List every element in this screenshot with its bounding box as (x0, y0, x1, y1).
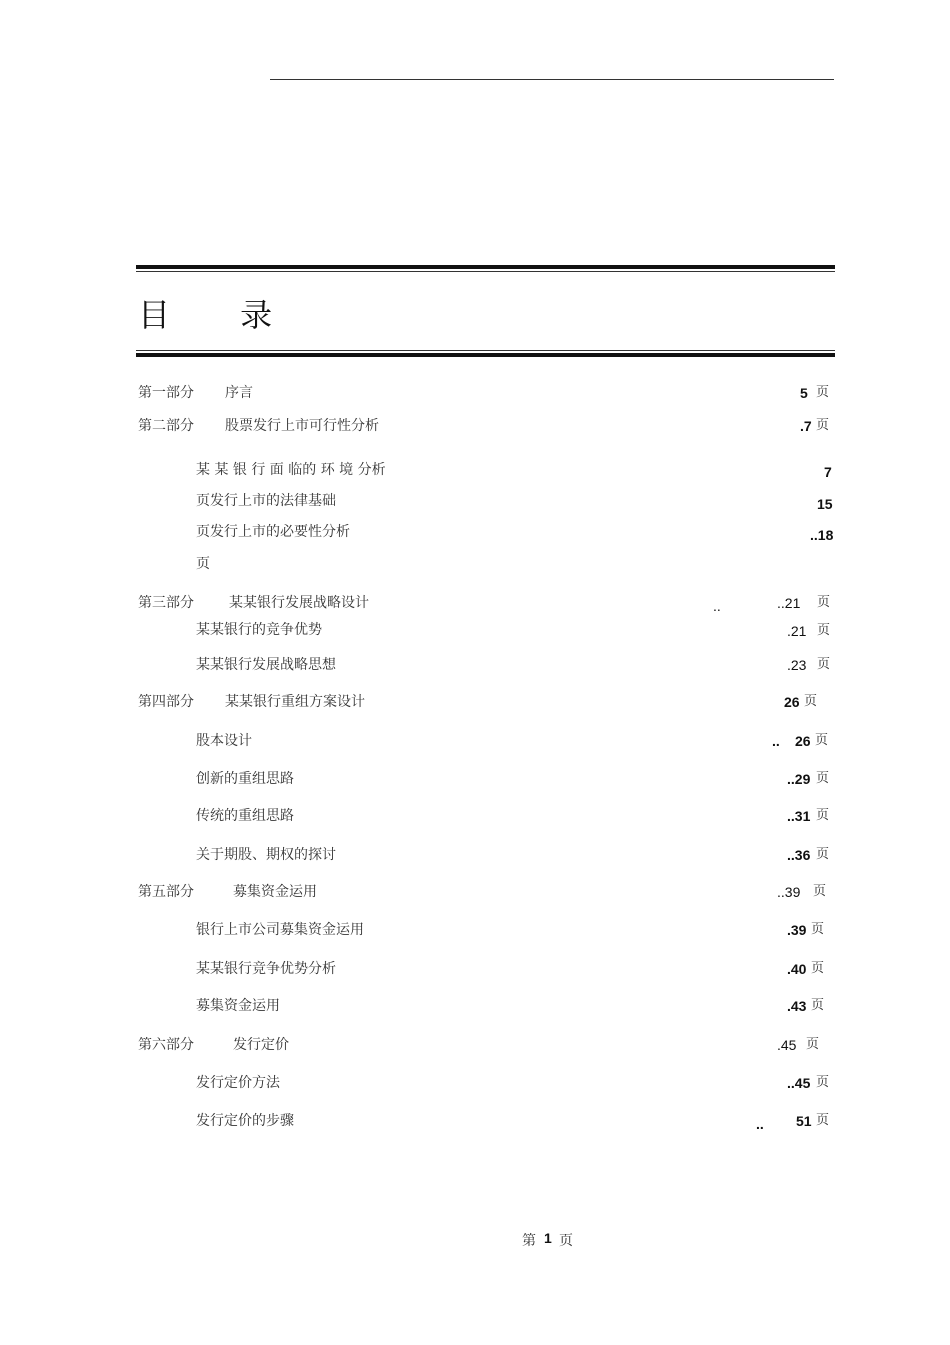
page-unit: 页 (816, 1075, 830, 1090)
page-number: 51 (796, 1113, 812, 1129)
page-number: ..29 (787, 771, 811, 787)
toc-entry[interactable] (0, 692, 950, 712)
page-unit: 页 (804, 694, 818, 709)
part-label: 第五部分 (138, 884, 194, 900)
toc-entry[interactable] (0, 731, 950, 751)
page-number: .23 (787, 657, 807, 673)
entry-label: 关于期股、期权的探讨 (196, 847, 336, 863)
entry-label: 发行定价的步骤 (196, 1113, 294, 1129)
page-number: ..21 (777, 595, 801, 611)
entry-label: 股本设计 (196, 733, 252, 749)
page-unit: 页 (817, 623, 831, 638)
page-number: 5 (800, 385, 808, 401)
toc-title: 目 录 (138, 296, 303, 334)
title-top-rule (136, 265, 835, 269)
title-bottom-rule-thin (136, 350, 835, 351)
part-label: 第六部分 (138, 1037, 194, 1053)
part-label: 第四部分 (138, 694, 194, 710)
page-unit: 页 (816, 847, 830, 862)
toc-entry[interactable] (0, 1111, 950, 1131)
entry-label: 发行定价方法 (196, 1075, 280, 1091)
entry-label: 某某银行发展战略设计 (229, 595, 369, 611)
toc-entry[interactable] (0, 806, 950, 826)
page-number: 26 (795, 733, 811, 749)
page-unit: 页 (811, 961, 825, 976)
footer-page-number: 1 (544, 1230, 552, 1246)
toc-entry[interactable] (0, 655, 950, 675)
header-rule (270, 79, 834, 80)
page-number: ..36 (787, 847, 811, 863)
title-bottom-rule (136, 353, 835, 357)
entry-label: 某某银行竞争优势分析 (196, 961, 336, 977)
toc-entry[interactable] (0, 383, 950, 403)
entry-label: 发行定价 (233, 1037, 289, 1053)
part-label: 第二部分 (138, 418, 194, 434)
entry-label: 页发行上市的必要性分析 (196, 524, 350, 540)
entry-label: 股票发行上市可行性分析 (225, 418, 379, 434)
toc-entry[interactable] (0, 460, 950, 480)
toc-entry[interactable] (0, 554, 950, 574)
entry-label: 募集资金运用 (196, 998, 280, 1014)
leader-dots: .. (713, 598, 721, 614)
page-unit: 页 (806, 1037, 820, 1052)
leader-dots: .. (772, 733, 780, 749)
footer-prefix: 第 (522, 1233, 536, 1249)
toc-entry[interactable] (0, 620, 950, 640)
title-top-rule-thin (136, 271, 835, 272)
entry-label: 页发行上市的法律基础 (196, 493, 336, 509)
entry-label: 某某银行发展战略思想 (196, 657, 336, 673)
entry-label: 某 某 银 行 面 临的 环 境 分析 (196, 462, 386, 478)
page-number: 15 (817, 496, 833, 512)
entry-label: 募集资金运用 (233, 884, 317, 900)
toc-entry[interactable] (0, 1035, 950, 1055)
entry-label: 某某银行的竞争优势 (196, 622, 322, 638)
page-number: ..39 (777, 884, 801, 900)
toc-entry[interactable] (0, 491, 950, 511)
page-unit: 页 (816, 385, 830, 400)
part-label: 第一部分 (138, 385, 194, 401)
page-number: .39 (787, 922, 807, 938)
toc-entry[interactable] (0, 769, 950, 789)
page-unit: 页 (817, 657, 831, 672)
entry-label: 某某银行重组方案设计 (225, 694, 365, 710)
entry-label: 创新的重组思路 (196, 771, 294, 787)
toc-entry[interactable] (0, 959, 950, 979)
page-number: .45 (777, 1037, 797, 1053)
entry-label: 银行上市公司募集资金运用 (196, 922, 364, 938)
toc-entry[interactable] (0, 920, 950, 940)
part-label: 第三部分 (138, 595, 194, 611)
toc-entry[interactable] (0, 1073, 950, 1093)
footer-suffix: 页 (559, 1233, 573, 1249)
page-number: .7 (800, 418, 812, 434)
page-unit: 页 (813, 884, 827, 899)
toc-entry[interactable] (0, 522, 950, 542)
toc-entry[interactable] (0, 882, 950, 902)
page-unit: 页 (816, 808, 830, 823)
page-number: .40 (787, 961, 807, 977)
page-unit: 页 (816, 771, 830, 786)
leader-dots: .. (756, 1116, 764, 1132)
page-number: .43 (787, 998, 807, 1014)
page-number: 26 (784, 694, 800, 710)
page-number: ..18 (810, 527, 834, 543)
entry-label: 页 (196, 556, 210, 572)
entry-label: 传统的重组思路 (196, 808, 294, 824)
page-unit: 页 (811, 922, 825, 937)
page-unit: 页 (815, 733, 829, 748)
page-unit: 页 (816, 1113, 830, 1128)
page-unit: 页 (816, 418, 830, 433)
toc-entry[interactable] (0, 593, 950, 613)
toc-entry[interactable] (0, 845, 950, 865)
page-number: ..45 (787, 1075, 811, 1091)
page-number: ..31 (787, 808, 811, 824)
toc-entry[interactable] (0, 996, 950, 1016)
page-number: .21 (787, 623, 807, 639)
page-unit: 页 (817, 595, 831, 610)
page-unit: 页 (811, 998, 825, 1013)
page-number: 7 (824, 464, 832, 480)
entry-label: 序言 (225, 385, 253, 401)
toc-entry[interactable] (0, 416, 950, 436)
